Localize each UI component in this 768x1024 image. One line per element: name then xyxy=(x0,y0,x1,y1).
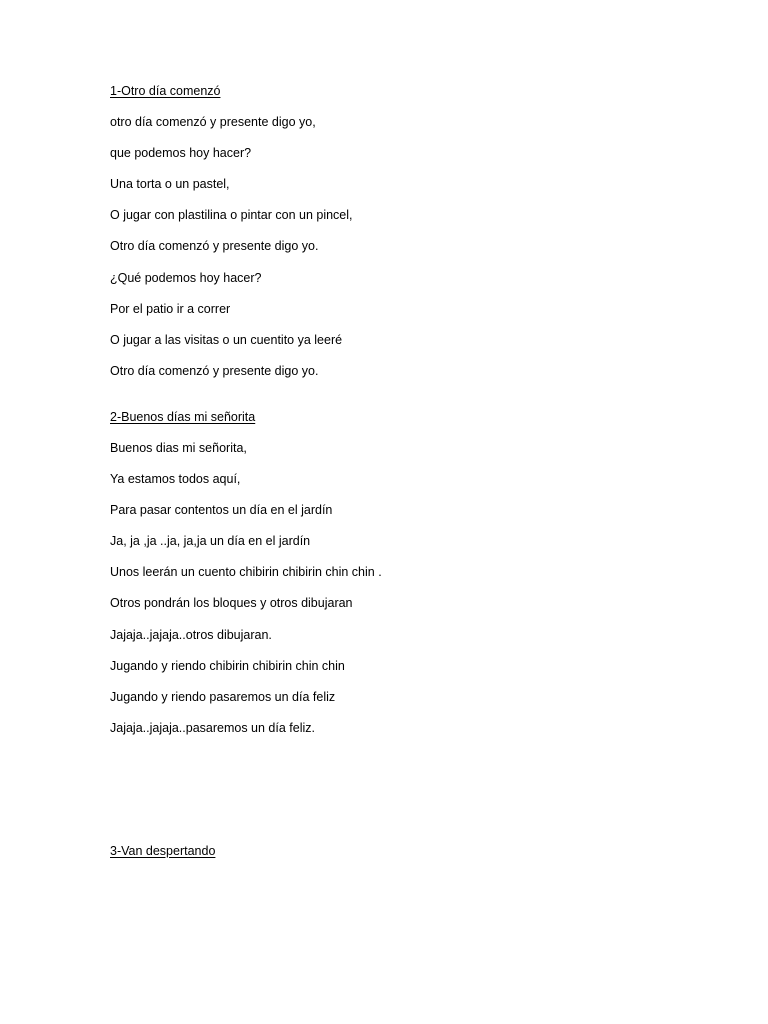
section-2-heading: 2-Buenos días mi señorita xyxy=(110,409,256,424)
section-2-line-4: Ja, ja ,ja ..ja, ja,ja un día en el jardín xyxy=(110,534,311,549)
section-2-line-2: Ya estamos todos aquí, xyxy=(110,472,241,487)
section-1-line-3: Una torta o un pastel, xyxy=(110,177,230,192)
section-2-line-9: Jugando y riendo pasaremos un día feliz xyxy=(110,689,336,704)
section-1-line-7: Por el patio ir a correr xyxy=(110,301,231,316)
section-2-line-3: Para pasar contentos un día en el jardín xyxy=(110,503,333,518)
section-2-line-6: Otros pondrán los bloques y otros dibujaran xyxy=(110,596,353,611)
section-2-line-10: Jajaja..jajaja..pasaremos un día feliz. xyxy=(110,720,315,735)
section-2-line-5: Unos leerán un cuento chibirin chibirin chin chin . xyxy=(110,565,382,580)
section-2-line-7: Jajaja..jajaja..otros dibujaran. xyxy=(110,627,272,642)
section-2-line-1: Buenos dias mi señorita, xyxy=(110,440,247,455)
section-2-line-8: Jugando y riendo chibirin chibirin chin chin xyxy=(110,658,345,673)
section-1-line-4: O jugar con plastilina o pintar con un pincel, xyxy=(110,208,353,223)
section-1-heading: 1-Otro día comenzó xyxy=(110,84,221,98)
section-1-line-9: Otro día comenzó y presente digo yo. xyxy=(110,363,319,378)
section-1-line-5: Otro día comenzó y presente digo yo. xyxy=(110,239,319,254)
section-3-heading: 3-Van despertando xyxy=(110,843,216,858)
section-1-line-1: otro día comenzó y presente digo yo, xyxy=(110,115,316,130)
document-body xyxy=(110,84,710,875)
section-1-line-6: ¿Qué podemos hoy hacer? xyxy=(110,270,262,285)
section-1-line-2: que podemos hoy hacer? xyxy=(110,146,252,161)
section-1-line-8: O jugar a las visitas o un cuentito ya leeré xyxy=(110,332,343,347)
